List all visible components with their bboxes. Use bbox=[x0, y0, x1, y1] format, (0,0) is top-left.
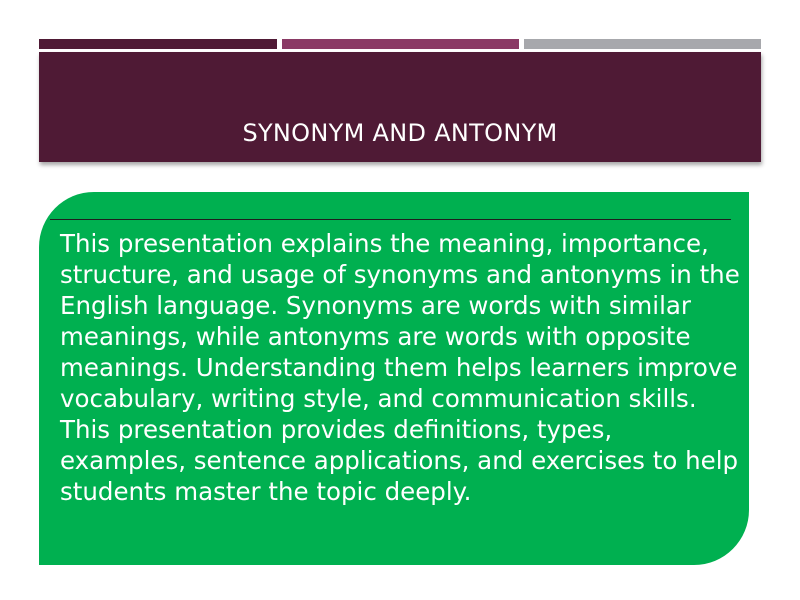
title-band bbox=[39, 52, 761, 162]
slide-title: SYNONYM AND ANTONYM bbox=[242, 119, 558, 147]
accent-bar-dark bbox=[39, 39, 277, 49]
content-divider bbox=[50, 219, 731, 220]
content-text: This presentation explains the meaning, importance, structure, and usage of synonyms and antonyms in the English language. Synonyms are words with similar meanings, while antonyms are words with opposite meanings. Understanding them helps learners improve vocabulary, writing style, and communication skills. This presentation provides definitions, types, examples, sentence applications, and exercises to help students master the topic deeply. bbox=[60, 229, 740, 506]
content-box bbox=[39, 192, 749, 565]
accent-bar-gray bbox=[524, 39, 761, 49]
accent-bar-magenta bbox=[282, 39, 519, 49]
